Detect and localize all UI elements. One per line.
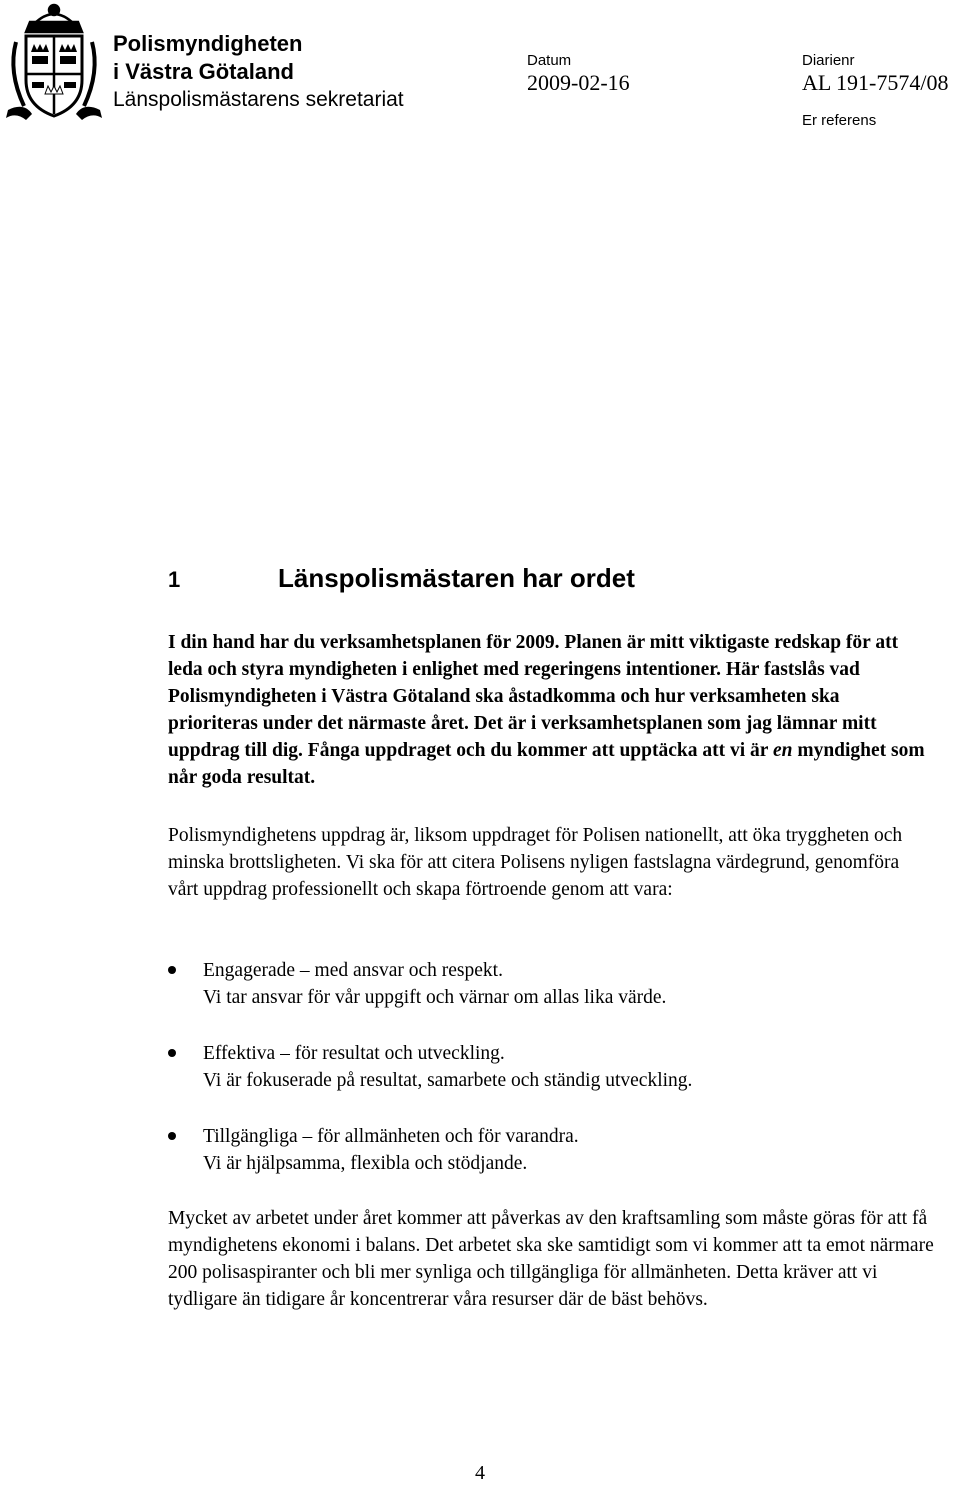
lead-paragraph bbox=[168, 629, 934, 791]
section-number: 1 bbox=[168, 567, 181, 592]
value-headline: Engagerade – med ansvar och respekt. bbox=[203, 960, 503, 981]
bullet-icon bbox=[168, 1049, 176, 1057]
organization-block bbox=[113, 30, 404, 114]
reference-label: Er referens bbox=[802, 112, 877, 129]
section-title: Länspolismästaren har ordet bbox=[278, 563, 635, 593]
organization-name: Polismyndigheten bbox=[113, 31, 303, 56]
date-label: Datum bbox=[527, 52, 572, 69]
budget-paragraph: Mycket av arbetet under året kommer att påverkas av den kraftsamling som måste göras för att få myndighetens ekonomi i balans. Det arbetet ska ske samtidigt som vi kommer att ta emot närmare 200 polisaspiranter och bli mer synliga och tillgängliga för allmänheten. Detta kräver att vi tydligare än tidigare år koncentrerar våra resurser där de bäst behövs. bbox=[168, 1208, 934, 1310]
value-description: Vi är hjälpsamma, flexibla och stödjande. bbox=[203, 1153, 528, 1174]
list-item bbox=[168, 1040, 934, 1094]
date-value: 2009-02-16 bbox=[527, 70, 630, 95]
value-description: Vi är fokuserade på resultat, samarbete och ständig utveckling. bbox=[203, 1070, 693, 1091]
bullet-icon bbox=[168, 1132, 176, 1140]
page-number: 4 bbox=[475, 1462, 485, 1484]
lead-text-end: myndighet som når goda resultat. bbox=[168, 740, 925, 788]
mission-paragraph: Polismyndighetens uppdrag är, liksom uppdraget för Polisen nationellt, att öka tryggheten och minska brottsligheten. Vi ska för att citera Polisens nyligen fastslagna värdegrund, genomföra vårt uppdrag professionellt och skapa förtroende genom att vara: bbox=[168, 825, 903, 900]
list-item bbox=[168, 1123, 934, 1177]
value-description: Vi tar ansvar för vår uppgift och värnar om allas lika värde. bbox=[203, 987, 667, 1008]
organization-region: i Västra Götaland bbox=[113, 59, 294, 84]
section-heading bbox=[168, 563, 635, 594]
diary-number-value: AL 191-7574/08 bbox=[802, 70, 949, 95]
value-headline: Tillgängliga – för allmänheten och för varandra. bbox=[203, 1126, 579, 1147]
list-item bbox=[168, 957, 934, 1011]
value-headline: Effektiva – för resultat och utveckling. bbox=[203, 1043, 505, 1064]
values-list bbox=[168, 957, 934, 1206]
lead-text-start: I din hand har du verksamhetsplanen för 2009. Planen är mitt viktigaste redskap för att leda och styra myndigheten i enlighet med regeringens intentioner. Här fastslås vad Polismyndigheten i Västra Götaland ska åstadkomma och hur verksamheten ska prioriteras under det närmaste året. Det är i verksamhetsplanen som jag lämnar mitt uppdrag till dig. Fånga uppdraget och du kommer att upptäcka att vi är bbox=[168, 632, 899, 761]
bullet-icon bbox=[168, 966, 176, 974]
diary-number-label: Diarienr bbox=[802, 52, 855, 69]
lead-emphasis: en bbox=[772, 740, 793, 761]
organization-department: Länspolismästarens sekretariat bbox=[113, 88, 404, 111]
coat-of-arms-logo bbox=[4, 2, 104, 122]
